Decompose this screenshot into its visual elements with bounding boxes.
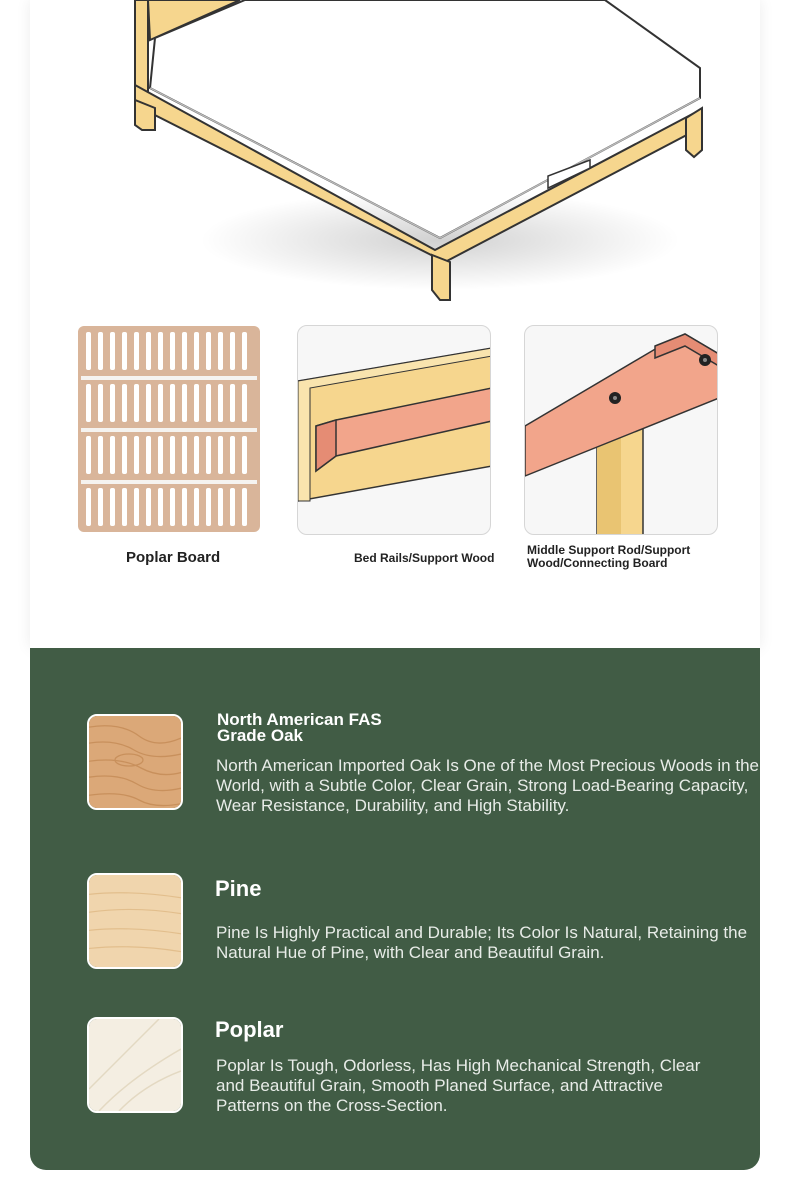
pine-swatch: [87, 873, 183, 969]
pine-description: Pine Is Highly Practical and Durable; Its Color Is Natural, Retaining the Natural Hue of Pine, with Clear and Beautiful Grain.: [216, 923, 748, 962]
poplar-swatch: [87, 1017, 183, 1113]
poplar-board-caption: Poplar Board: [126, 549, 221, 566]
materials-panel: [30, 648, 760, 1170]
bed-frame-illustration: [100, 0, 720, 310]
bed-rails-image: [297, 325, 491, 535]
poplar-board-image: [78, 326, 260, 532]
poplar-description: Poplar Is Tough, Odorless, Has High Mechanical Strength, Clear and Beautiful Grain, Smooth Planed Surface, and Attractive Patterns on the Cross-Section.: [216, 1056, 701, 1115]
oak-swatch: [87, 714, 183, 810]
bed-rails-caption: Bed Rails/Support Wood: [354, 551, 495, 565]
middle-support-caption: Middle Support Rod/Support Wood/Connecting Board: [527, 543, 691, 570]
oak-title: North American FAS Grade Oak: [217, 710, 382, 745]
pine-title: Pine: [215, 876, 262, 901]
middle-support-image: [524, 325, 718, 535]
poplar-title: Poplar: [215, 1017, 284, 1042]
oak-description: North American Imported Oak Is One of the Most Precious Woods in the World, with a Subtle Color, Clear Grain, Strong Load-Bearing Capacity, Wear Resistance, Durability, and High Stability.: [216, 756, 759, 815]
